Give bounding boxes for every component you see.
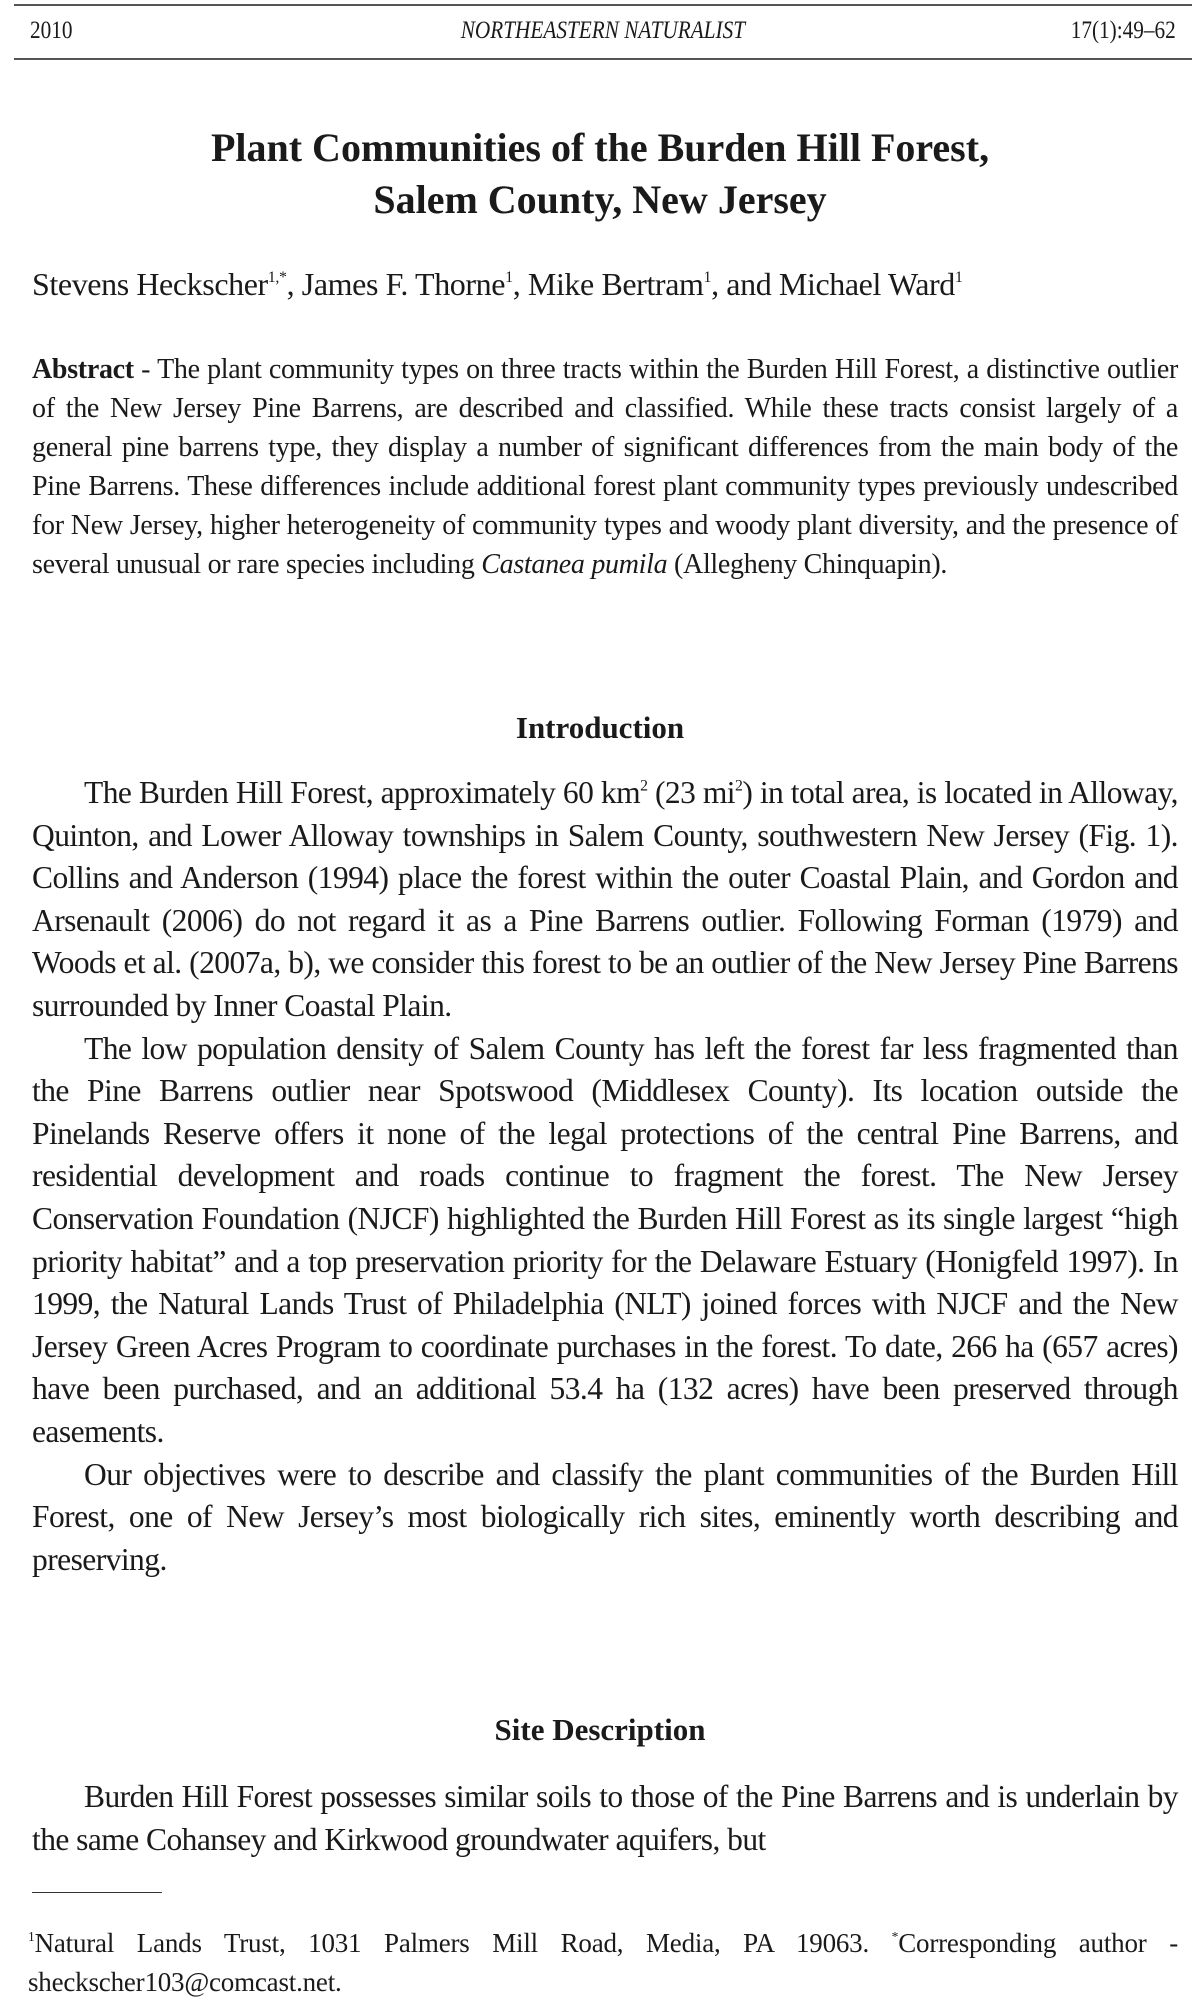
author-separator: , and bbox=[711, 266, 779, 302]
introduction-body bbox=[32, 772, 1178, 1581]
paragraph bbox=[32, 772, 1178, 1028]
abstract-label: Abstract bbox=[32, 354, 134, 385]
article-title-line-2: Salem County, New Jersey bbox=[373, 177, 827, 222]
article-title bbox=[0, 122, 1200, 226]
running-head-citation: 17(1):49–62 bbox=[1070, 17, 1176, 44]
header-bottom-rule bbox=[14, 58, 1192, 60]
superscript: 2 bbox=[735, 777, 743, 795]
author-list bbox=[32, 264, 1178, 304]
section-heading-introduction: Introduction bbox=[515, 710, 685, 745]
author-affiliation-mark: 1 bbox=[703, 269, 712, 287]
running-head-year: 2010 bbox=[30, 17, 73, 44]
footnote-corresponding-author: Corresponding author - sheckscher103@comcast.net. bbox=[28, 1928, 1178, 1997]
author-name: Stevens Heckscher bbox=[32, 266, 268, 302]
superscript: 2 bbox=[640, 777, 648, 795]
site-description-body bbox=[32, 1776, 1178, 1861]
paragraph: The low population density of Salem County has left the forest far less fragmented than the Pine Barrens outlier near Spotswood (Middlesex County). Its location outside the Pinelands Reserve offers it none of the legal protections of the central Pine Barrens, and residential development and roads continue to fragment the forest. The New Jersey Conservation Foundation (NJCF) highlighted the Burden Hill Forest as its single largest “high priority habitat” and a top preservation priority for the Delaware Estuary (Honigfeld 1997). In 1999, the Natural Lands Trust of Philadelphia (NLT) joined forces with NJCF and the New Jersey Green Acres Program to coordinate purchases in the forest. To date, 266 ha (657 acres) have been purchased, and an additional 53.4 ha (132 acres) have been preserved through easements. bbox=[32, 1030, 1178, 1449]
author-name: Michael Ward bbox=[778, 266, 955, 302]
article-title-line-1: Plant Communities of the Burden Hill Forest, bbox=[210, 125, 990, 170]
running-head bbox=[30, 14, 1176, 48]
paragraph-text: The Burden Hill Forest, approximately 60 km bbox=[84, 775, 641, 810]
paragraph-text: (23 mi bbox=[647, 775, 736, 810]
section-heading-site-description: Site Description bbox=[494, 1712, 706, 1747]
author-affiliation-mark: 1 bbox=[505, 269, 513, 287]
abstract-text-end: (Allegheny Chinquapin). bbox=[667, 549, 948, 580]
footnote bbox=[28, 1924, 1178, 2002]
footnote-affiliation: Natural Lands Trust, 1031 Palmers Mill Road, Media, PA 19063. bbox=[34, 1928, 892, 1958]
running-head-journal: NORTHEASTERN NATURALIST bbox=[460, 17, 746, 44]
paragraph: Burden Hill Forest possesses similar soils to those of the Pine Barrens and is underlain by the same Cohansey and Kirkwood groundwater aquifers, but bbox=[32, 1779, 1178, 1857]
footnote-mark: 1 bbox=[28, 1929, 35, 1945]
abstract bbox=[32, 350, 1178, 584]
header-top-rule bbox=[14, 4, 1192, 6]
author-separator: , bbox=[512, 266, 528, 302]
author-name: Mike Bertram bbox=[527, 266, 704, 302]
author-affiliation-mark: 1,* bbox=[267, 269, 287, 287]
paragraph-text: ) in total area, is located in Alloway, Quinton, and Lower Alloway townships in Salem County, southwestern New Jersey (Fig. 1). Collins and Anderson (1994) place the forest within the outer Coastal Plain, and Gordon and Arsenault (2006) do not regard it as a Pine Barrens outlier. Following Forman (1979) and Woods et al. (2007a, b), we consider this forest to be an outlier of the New Jersey Pine Barrens surrounded by Inner Coastal Plain. bbox=[32, 775, 1178, 1023]
author-name: James F. Thorne bbox=[301, 266, 506, 302]
species-name: Castanea pumila bbox=[481, 549, 668, 580]
abstract-text: - The plant community types on three tracts within the Burden Hill Forest, a distinctive outlier of the New Jersey Pine Barrens, are described and classified. While these tracts consist largely of a general pine barrens type, they display a number of significant differences from the main body of the Pine Barrens. These differences include additional forest plant community types previously undescribed for New Jersey, higher heterogeneity of community types and woody plant diversity, and the presence of several unusual or rare species including bbox=[32, 354, 1178, 580]
author-affiliation-mark: 1 bbox=[954, 269, 963, 287]
footnote-rule bbox=[32, 1892, 162, 1893]
author-separator: , bbox=[286, 266, 302, 302]
paragraph: Our objectives were to describe and classify the plant communities of the Burden Hill Forest, one of New Jersey’s most biologically rich sites, eminently worth describing and preserving. bbox=[32, 1456, 1178, 1577]
footnote-mark: * bbox=[891, 1929, 899, 1945]
